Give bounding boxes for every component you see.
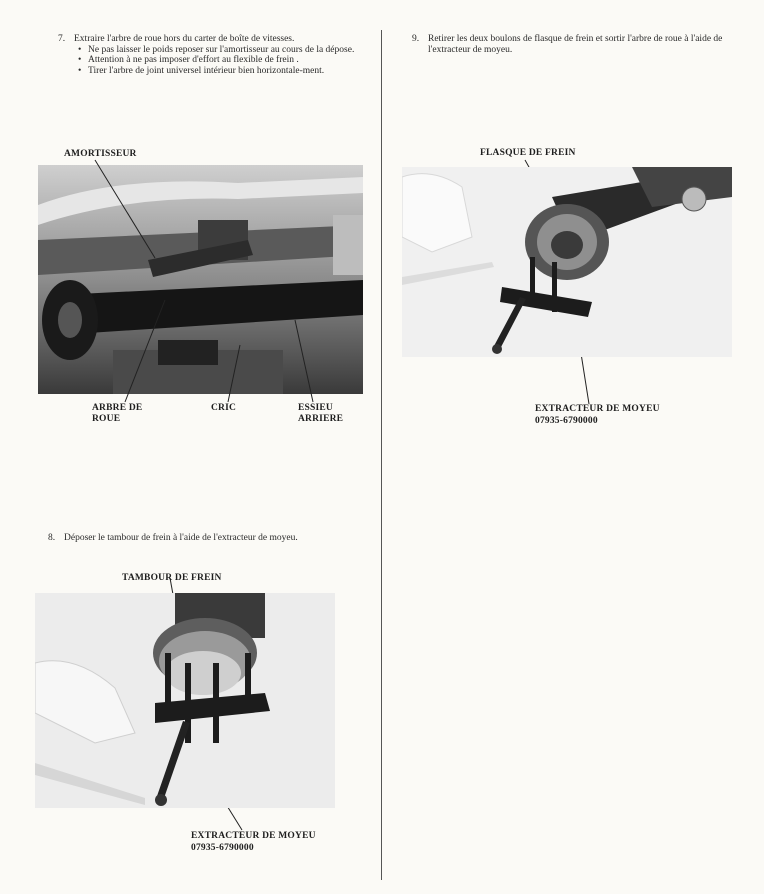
step-text: Retirer les deux boulons de flasque de frein et sortir l'arbre de roue à l'aide de l'extracteur de moyeu. <box>428 34 723 55</box>
bullet-item: • Tirer l'arbre de joint universel intérieur bien horizontale-ment. <box>88 66 376 77</box>
bullet-item: • Ne pas laisser le poids reposer sur l'amortisseur au cours de la dépose. <box>88 45 376 56</box>
label-flasque-de-frein: FLASQUE DE FREIN <box>480 148 576 158</box>
step-number: 9. <box>412 34 420 44</box>
step-number: 8. <box>48 533 56 543</box>
photo-axle-shaft-puller <box>402 167 732 357</box>
label-line: ARBRE DE <box>92 403 143 413</box>
step-9 <box>412 34 734 55</box>
label-tambour-de-frein: TAMBOUR DE FREIN <box>122 573 222 583</box>
part-number: 07935-6790000 <box>535 416 598 426</box>
label-extracteur-de-moyeu: EXTRACTEUR DE MOYEU <box>191 831 316 841</box>
step-text: Extraire l'arbre de roue hors du carter de boîte de vitesses. <box>74 34 295 44</box>
bullet-item: • Attention à ne pas imposer d'effort au flexible de frein . <box>88 55 376 66</box>
label-line: ROUE <box>92 414 121 424</box>
step-text: Déposer le tambour de frein à l'aide de l'extracteur de moyeu. <box>64 533 298 543</box>
label-essieu-arriere <box>298 403 343 425</box>
label-line: ESSIEU <box>298 403 333 413</box>
label-arbre-de-roue <box>92 403 142 425</box>
label-extracteur-de-moyeu: EXTRACTEUR DE MOYEU <box>535 404 660 414</box>
label-amortisseur: AMORTISSEUR <box>64 149 137 159</box>
step-8 <box>48 533 378 544</box>
photo-brake-drum-puller <box>35 593 335 808</box>
label-line: ARRIERE <box>298 414 344 424</box>
step-number: 7. <box>58 34 66 44</box>
label-cric: CRIC <box>211 403 237 413</box>
part-number: 07935-6790000 <box>191 843 254 853</box>
